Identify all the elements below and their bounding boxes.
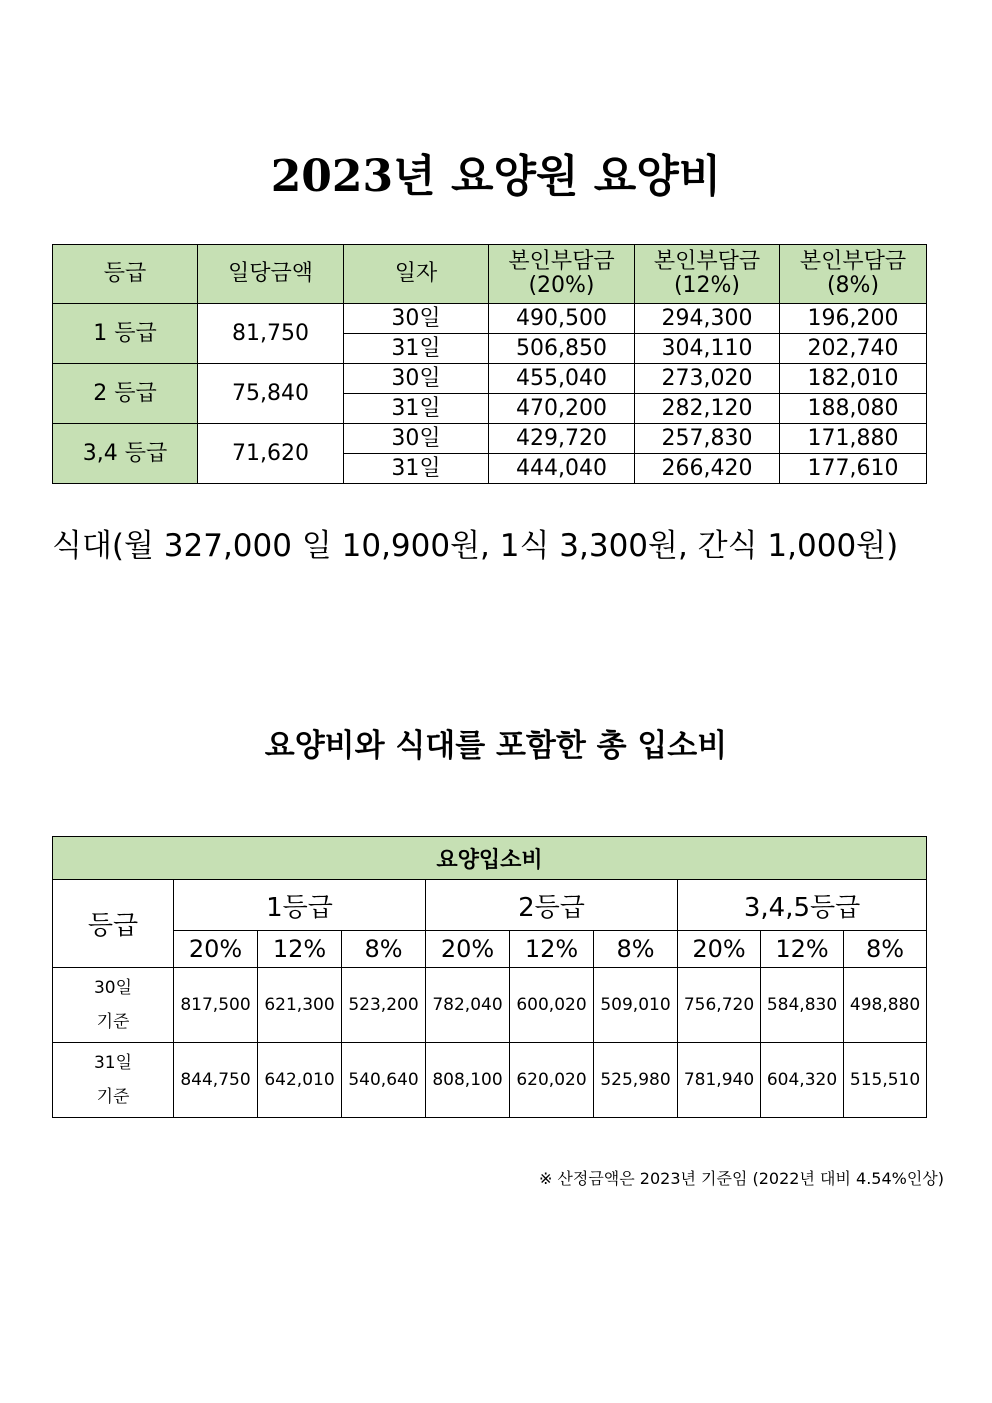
rate-table [52, 244, 927, 484]
percent-cell: 20% [678, 931, 761, 968]
total-caption-row [53, 837, 927, 880]
total-value-cell: 620,020 [510, 1043, 594, 1118]
rate-p20-cell: 490,500 [489, 304, 635, 334]
rate-days-cell: 30일 [344, 424, 489, 454]
percent-cell: 12% [761, 931, 844, 968]
rate-p12-cell: 273,020 [635, 364, 780, 394]
rate-header-row [53, 245, 927, 304]
total-caption: 요양입소비 [53, 837, 927, 880]
rate-header-cell: 본인부담금 (8%) [780, 245, 927, 304]
percent-cell: 12% [258, 931, 342, 968]
rate-row [53, 424, 927, 454]
total-value-cell: 540,640 [342, 1043, 426, 1118]
total-value-cell: 642,010 [258, 1043, 342, 1118]
total-value-cell: 781,940 [678, 1043, 761, 1118]
percent-cell: 12% [510, 931, 594, 968]
grade-cell: 2 등급 [53, 364, 198, 424]
total-value-row [53, 1043, 927, 1118]
section-subtitle: 요양비와 식대를 포함한 총 입소비 [264, 728, 728, 764]
total-cost-table [52, 836, 927, 1118]
total-value-cell: 584,830 [761, 968, 844, 1043]
rate-p8-cell: 202,740 [780, 334, 927, 364]
percent-cell: 20% [174, 931, 258, 968]
total-value-cell: 600,020 [510, 968, 594, 1043]
rate-p8-cell: 182,010 [780, 364, 927, 394]
percent-cell: 8% [342, 931, 426, 968]
rate-p12-cell: 294,300 [635, 304, 780, 334]
total-value-cell: 782,040 [426, 968, 510, 1043]
page-title: 2023년 요양원 요양비 [270, 151, 722, 202]
percent-cell: 8% [844, 931, 927, 968]
grade-group-cell: 1등급 [174, 880, 426, 931]
total-value-cell: 808,100 [426, 1043, 510, 1118]
daily-amount-cell: 81,750 [198, 304, 344, 364]
total-value-cell: 515,510 [844, 1043, 927, 1118]
percent-cell: 8% [594, 931, 678, 968]
rate-p20-cell: 444,040 [489, 454, 635, 484]
rate-p20-cell: 429,720 [489, 424, 635, 454]
rate-row [53, 304, 927, 334]
rate-days-cell: 31일 [344, 334, 489, 364]
daily-amount-cell: 75,840 [198, 364, 344, 424]
percent-cell: 20% [426, 931, 510, 968]
rate-p20-cell: 470,200 [489, 394, 635, 424]
rate-days-cell: 31일 [344, 394, 489, 424]
total-value-row [53, 968, 927, 1043]
rate-p20-cell: 455,040 [489, 364, 635, 394]
total-value-cell: 817,500 [174, 968, 258, 1043]
day-basis-cell: 30일 기준 [53, 968, 174, 1043]
rate-p12-cell: 304,110 [635, 334, 780, 364]
rate-days-cell: 30일 [344, 364, 489, 394]
total-value-cell: 509,010 [594, 968, 678, 1043]
total-value-cell: 523,200 [342, 968, 426, 1043]
rate-p12-cell: 282,120 [635, 394, 780, 424]
daily-amount-cell: 71,620 [198, 424, 344, 484]
rate-row [53, 364, 927, 394]
footnote: ※ 산정금액은 2023년 기준임 (2022년 대비 4.54%인상) [538, 1169, 944, 1188]
rate-p12-cell: 257,830 [635, 424, 780, 454]
grade-group-row [53, 880, 927, 931]
total-value-cell: 525,980 [594, 1043, 678, 1118]
rate-p8-cell: 196,200 [780, 304, 927, 334]
percent-row [53, 931, 927, 968]
rate-days-cell: 31일 [344, 454, 489, 484]
rate-header-cell: 등급 [53, 245, 198, 304]
total-value-cell: 604,320 [761, 1043, 844, 1118]
grade-group-cell: 2등급 [426, 880, 678, 931]
total-value-cell: 756,720 [678, 968, 761, 1043]
rate-header-cell: 본인부담금 (20%) [489, 245, 635, 304]
meal-cost-text: 식대(월 327,000 일 10,900원, 1식 3,300원, 간식 1,000원) [52, 528, 899, 564]
rate-header-cell: 일당금액 [198, 245, 344, 304]
rate-days-cell: 30일 [344, 304, 489, 334]
total-value-cell: 844,750 [174, 1043, 258, 1118]
grade-cell: 1 등급 [53, 304, 198, 364]
rate-p20-cell: 506,850 [489, 334, 635, 364]
rate-p8-cell: 171,880 [780, 424, 927, 454]
grade-cell: 3,4 등급 [53, 424, 198, 484]
grade-label-cell: 등급 [53, 880, 174, 968]
rate-header-cell: 일자 [344, 245, 489, 304]
rate-p12-cell: 266,420 [635, 454, 780, 484]
total-value-cell: 621,300 [258, 968, 342, 1043]
rate-p8-cell: 177,610 [780, 454, 927, 484]
rate-header-cell: 본인부담금 (12%) [635, 245, 780, 304]
rate-p8-cell: 188,080 [780, 394, 927, 424]
day-basis-cell: 31일 기준 [53, 1043, 174, 1118]
total-value-cell: 498,880 [844, 968, 927, 1043]
grade-group-cell: 3,4,5등급 [678, 880, 927, 931]
